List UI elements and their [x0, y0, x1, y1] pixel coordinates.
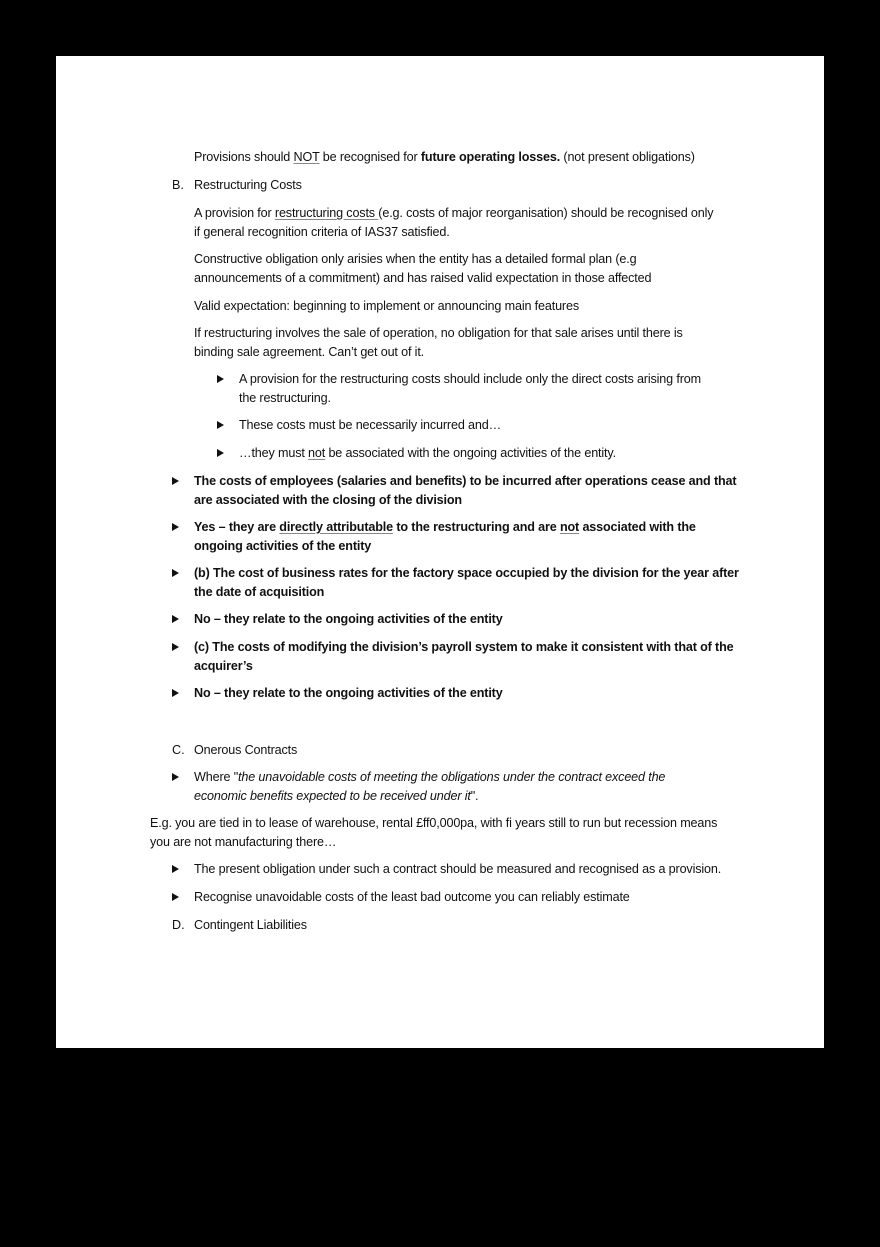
document-page — [56, 56, 824, 1048]
bullet-arrow-icon — [217, 449, 224, 457]
text: Yes – they are — [194, 520, 280, 534]
list-item — [194, 564, 739, 601]
section-c-heading: Onerous Contracts — [194, 743, 298, 757]
text: you are not manufacturing there… — [150, 834, 337, 849]
text: A provision for the restructuring costs should include only the direct costs arising from — [239, 372, 701, 386]
text: (not present obligations) — [560, 150, 695, 164]
bullet-arrow-icon — [217, 375, 224, 383]
list-item — [194, 472, 736, 509]
bullet-arrow-icon — [172, 893, 179, 901]
underlined-not: not — [308, 446, 326, 460]
text: (e.g. costs of major reorganisation) should be recognised only — [378, 206, 714, 220]
text: A provision for — [194, 206, 275, 220]
bullet-arrow-icon — [172, 865, 179, 873]
text: if general recognition criteria of IAS37 satisfied. — [194, 224, 450, 239]
text: are associated with the closing of the division — [194, 492, 462, 507]
paragraph-provision-restructuring — [194, 204, 713, 241]
list-item-onerous-definition — [194, 768, 665, 805]
text: Constructive obligation only arisies when the entity has a detailed formal plan (e.g — [194, 252, 637, 266]
section-c-marker: C. — [172, 743, 185, 757]
list-item: No – they relate to the ongoing activities of the entity — [194, 686, 503, 700]
text: binding sale agreement. Can’t get out of it. — [194, 344, 425, 359]
bullet-arrow-icon — [172, 615, 179, 623]
text: ". — [470, 788, 479, 803]
paragraph-sale-of-operation — [194, 324, 683, 361]
underlined-restructuring-costs: restructuring costs — [274, 206, 379, 220]
text: (b) The cost of business rates for the factory space occupied by the division for the year after — [194, 566, 739, 580]
section-b-heading: Restructuring Costs — [194, 178, 302, 192]
text: acquirer’s — [194, 658, 253, 673]
text: The costs of employees (salaries and benefits) to be incurred after operations cease and that — [194, 474, 737, 488]
bold-text: future operating losses. — [420, 150, 561, 164]
text: the restructuring. — [239, 390, 331, 405]
underlined-not: not — [559, 520, 580, 534]
text: ongoing activities of the entity — [194, 538, 372, 553]
text: associated with the — [579, 520, 696, 534]
section-d-heading: Contingent Liabilities — [194, 918, 307, 932]
text: (c) The costs of modifying the division’s payroll system to make it consistent with that of the — [194, 640, 734, 654]
text: announcements of a commitment) and has raised valid expectation in those affected — [194, 270, 652, 285]
bullet-arrow-icon — [172, 477, 179, 485]
list-item — [194, 638, 734, 675]
text: be associated with the ongoing activities of the entity. — [325, 446, 616, 460]
paragraph-valid-expectation: Valid expectation: beginning to implement or announcing main features — [194, 299, 579, 313]
list-item: These costs must be necessarily incurred and… — [239, 418, 502, 432]
paragraph-constructive-obligation — [194, 250, 651, 287]
section-b-marker: B. — [172, 178, 184, 192]
paragraph-example — [150, 814, 717, 851]
list-item: Recognise unavoidable costs of the least bad outcome you can reliably estimate — [194, 890, 630, 904]
list-item — [239, 370, 701, 407]
section-d-marker: D. — [172, 918, 185, 932]
underlined-not: NOT — [293, 150, 320, 164]
text: E.g. you are tied in to lease of warehouse, rental £ff0,000pa, with fi years still to run but recession means — [150, 816, 718, 830]
list-item: The present obligation under such a contract should be measured and recognised as a provision. — [194, 862, 722, 876]
text: If restructuring involves the sale of operation, no obligation for that sale arises until there is — [194, 326, 683, 340]
bullet-arrow-icon — [217, 421, 224, 429]
italic-quote: the unavoidable costs of meeting the obligations under the contract exceed the — [238, 770, 666, 784]
bullet-arrow-icon — [172, 523, 179, 531]
text: Where " — [194, 770, 239, 784]
bullet-arrow-icon — [172, 689, 179, 697]
text: …they must — [239, 446, 309, 460]
paragraph-future-operating-losses — [194, 148, 695, 167]
bullet-arrow-icon — [172, 643, 179, 651]
list-item — [194, 518, 696, 555]
bullet-arrow-icon — [172, 773, 179, 781]
list-item: No – they relate to the ongoing activities of the entity — [194, 612, 503, 626]
underlined-directly-attributable: directly attributable — [279, 520, 393, 534]
text: to the restructuring and are — [393, 520, 560, 534]
text: be recognised for — [319, 150, 421, 164]
bullet-arrow-icon — [172, 569, 179, 577]
text: Provisions should — [194, 150, 294, 164]
italic-quote: economic benefits expected to be received under it — [194, 788, 471, 803]
list-item — [239, 444, 616, 463]
text: the date of acquisition — [194, 584, 325, 599]
